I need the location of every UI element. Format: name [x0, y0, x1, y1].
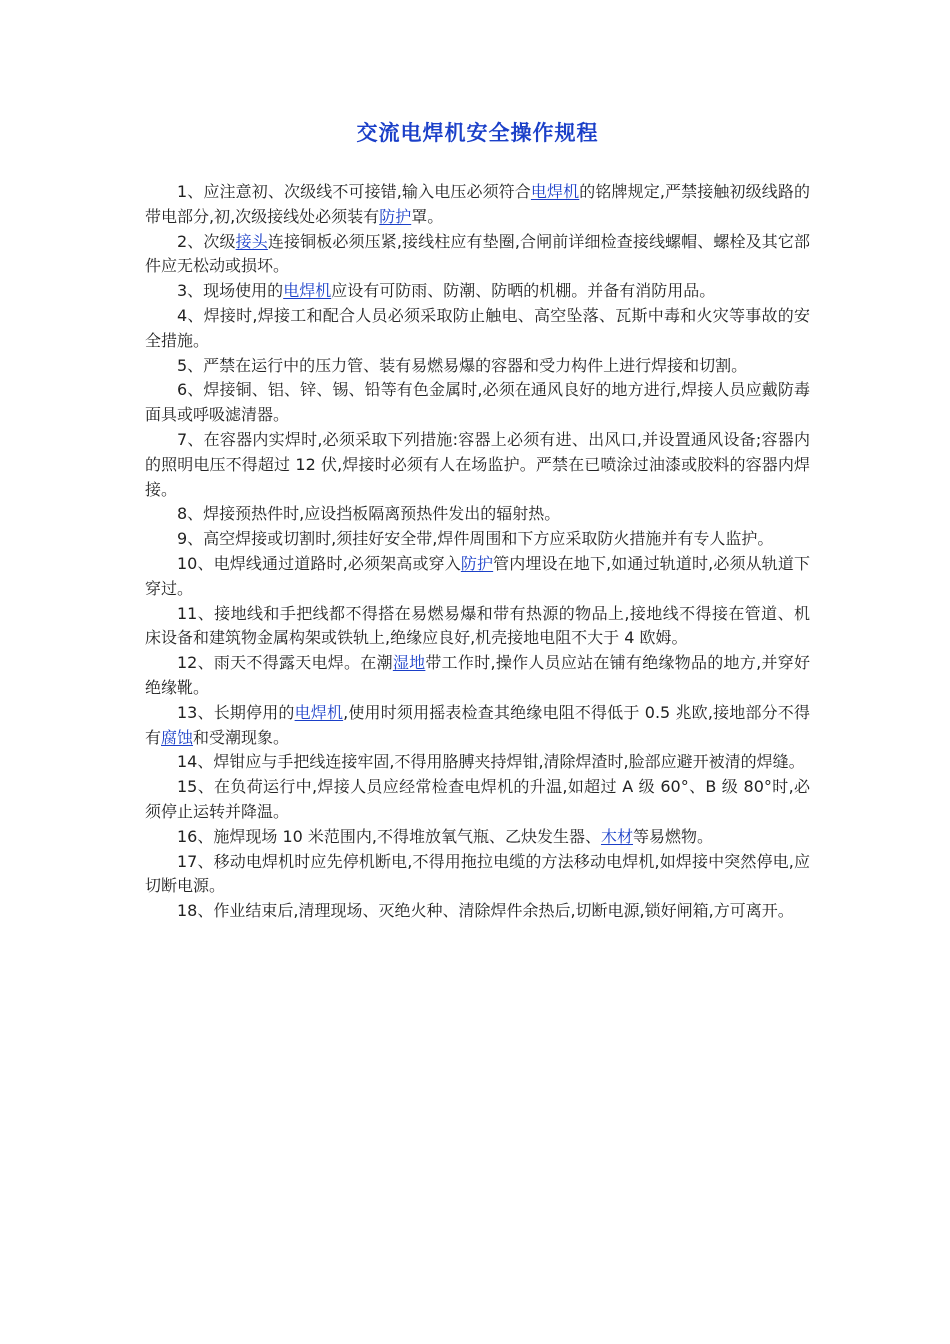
rule-item [145, 701, 810, 751]
rule-item [145, 180, 810, 230]
rule-item [145, 378, 810, 428]
rule-item [145, 750, 810, 775]
rule-item [145, 279, 810, 304]
keyword-link[interactable]: 电焊机 [530, 182, 580, 201]
rule-text: 1、应注意初、次级线不可接错,输入电压必须符合 [177, 182, 531, 201]
rule-item [145, 850, 810, 900]
rule-text: 3、现场使用的 [177, 281, 284, 301]
rule-item [145, 899, 810, 924]
rule-text: 15、在负荷运行中,焊接人员应经常检查电焊机的升温,如超过 A 级 60°、B 级 80°时,必须停止运转并降温。 [145, 777, 810, 821]
rule-item [145, 775, 810, 825]
keyword-link[interactable]: 防护 [379, 206, 412, 226]
rule-text: 9、高空焊接或切割时,须挂好安全带,焊件周围和下方应采取防火措施并有专人监护。 [177, 529, 774, 549]
rule-item [145, 602, 810, 652]
rule-text: 10、电焊线通过道路时,必须架高或穿入 [177, 553, 461, 573]
rule-item [145, 502, 810, 527]
rule-text: 6、焊接铜、铝、锌、锡、铅等有色金属时,必须在通风良好的地方进行,焊接人员应戴防毒面具或呼吸滤清器。 [145, 380, 810, 425]
rule-item [145, 230, 810, 280]
rule-text: 等易燃物。 [633, 826, 714, 846]
rule-text: 罩。 [411, 206, 444, 226]
rule-text: 8、焊接预热件时,应设挡板隔离预热件发出的辐射热。 [177, 504, 561, 524]
rule-text: 应设有可防雨、防潮、防晒的机棚。并备有消防用品。 [331, 281, 716, 301]
rule-item [145, 304, 810, 354]
keyword-link[interactable]: 电焊机 [294, 702, 344, 722]
rules-list [145, 180, 810, 924]
document-page [145, 118, 810, 924]
rule-item [145, 825, 810, 850]
rule-text: 4、焊接时,焊接工和配合人员必须采取防止触电、高空坠落、瓦斯中毒和火灾等事故的安全措施。 [145, 305, 810, 350]
rule-text: 16、施焊现场 10 米范围内,不得堆放氧气瓶、乙炔发生器、 [177, 826, 601, 846]
keyword-link[interactable]: 木材 [600, 826, 633, 846]
rule-item [145, 354, 810, 379]
rule-text: 7、在容器内实焊时,必须采取下列措施:容器上必须有进、出风口,并设置通风设备;容器内的照明电压不得超过 12 伏,焊接时必须有人在场监护。严禁在已喷涂过油漆或胶料的容器内焊接。 [145, 429, 810, 499]
rule-text: 2、次级 [177, 231, 236, 251]
rule-text: 带工作时,操作人员应站在铺有绝缘物品的地方,并穿好绝缘靴。 [145, 653, 810, 697]
keyword-link[interactable]: 电焊机 [283, 281, 332, 301]
rule-text: 13、长期停用的 [177, 702, 295, 722]
keyword-link[interactable]: 湿地 [392, 653, 426, 673]
rule-text: ,使用时须用摇表检查其绝缘电阻不得低于 0.5 兆欧,接地部分不得有 [145, 702, 810, 747]
document-title: 交流电焊机安全操作规程 [356, 121, 599, 145]
rule-item [145, 651, 810, 701]
rule-text: 18、作业结束后,清理现场、灭绝火种、清除焊件余热后,切断电源,锁好闸箱,方可离开。 [177, 901, 794, 921]
rule-item [145, 428, 810, 502]
rule-item [145, 527, 810, 552]
keyword-link[interactable]: 防护 [460, 553, 494, 573]
rule-text: 14、焊钳应与手把线连接牢固,不得用胳膊夹持焊钳,清除焊渣时,脸部应避开被清的焊缝。 [177, 752, 805, 772]
rule-text: 17、移动电焊机时应先停机断电,不得用拖拉电缆的方法移动电焊机,如焊接中突然停电,应切断电源。 [145, 851, 810, 896]
keyword-link[interactable]: 接头 [235, 231, 268, 251]
rule-text: 连接铜板必须压紧,接线柱应有垫圈,合闸前详细检查接线螺帽、螺栓及其它部件应无松动或损坏。 [145, 231, 810, 276]
rule-text: 的铭牌规定,严禁接触初级线路的带电部分,初,次级接线处必须装有 [145, 182, 810, 226]
rule-text: 11、接地线和手把线都不得搭在易燃易爆和带有热源的物品上,接地线不得接在管道、机床设备和建筑物金属构架或铁轨上,绝缘应良好,机壳接地电阻不大于 4 欧姆。 [145, 603, 810, 648]
rule-text: 和受潮现象。 [193, 727, 290, 747]
rule-item [145, 552, 810, 602]
rule-text: 12、雨天不得露天电焊。在潮 [177, 653, 393, 673]
rule-text: 5、严禁在运行中的压力管、装有易燃易爆的容器和受力构件上进行焊接和切割。 [177, 355, 748, 375]
rule-text: 管内埋设在地下,如通过轨道时,必须从轨道下穿过。 [145, 553, 810, 598]
keyword-link[interactable]: 腐蚀 [161, 727, 194, 747]
